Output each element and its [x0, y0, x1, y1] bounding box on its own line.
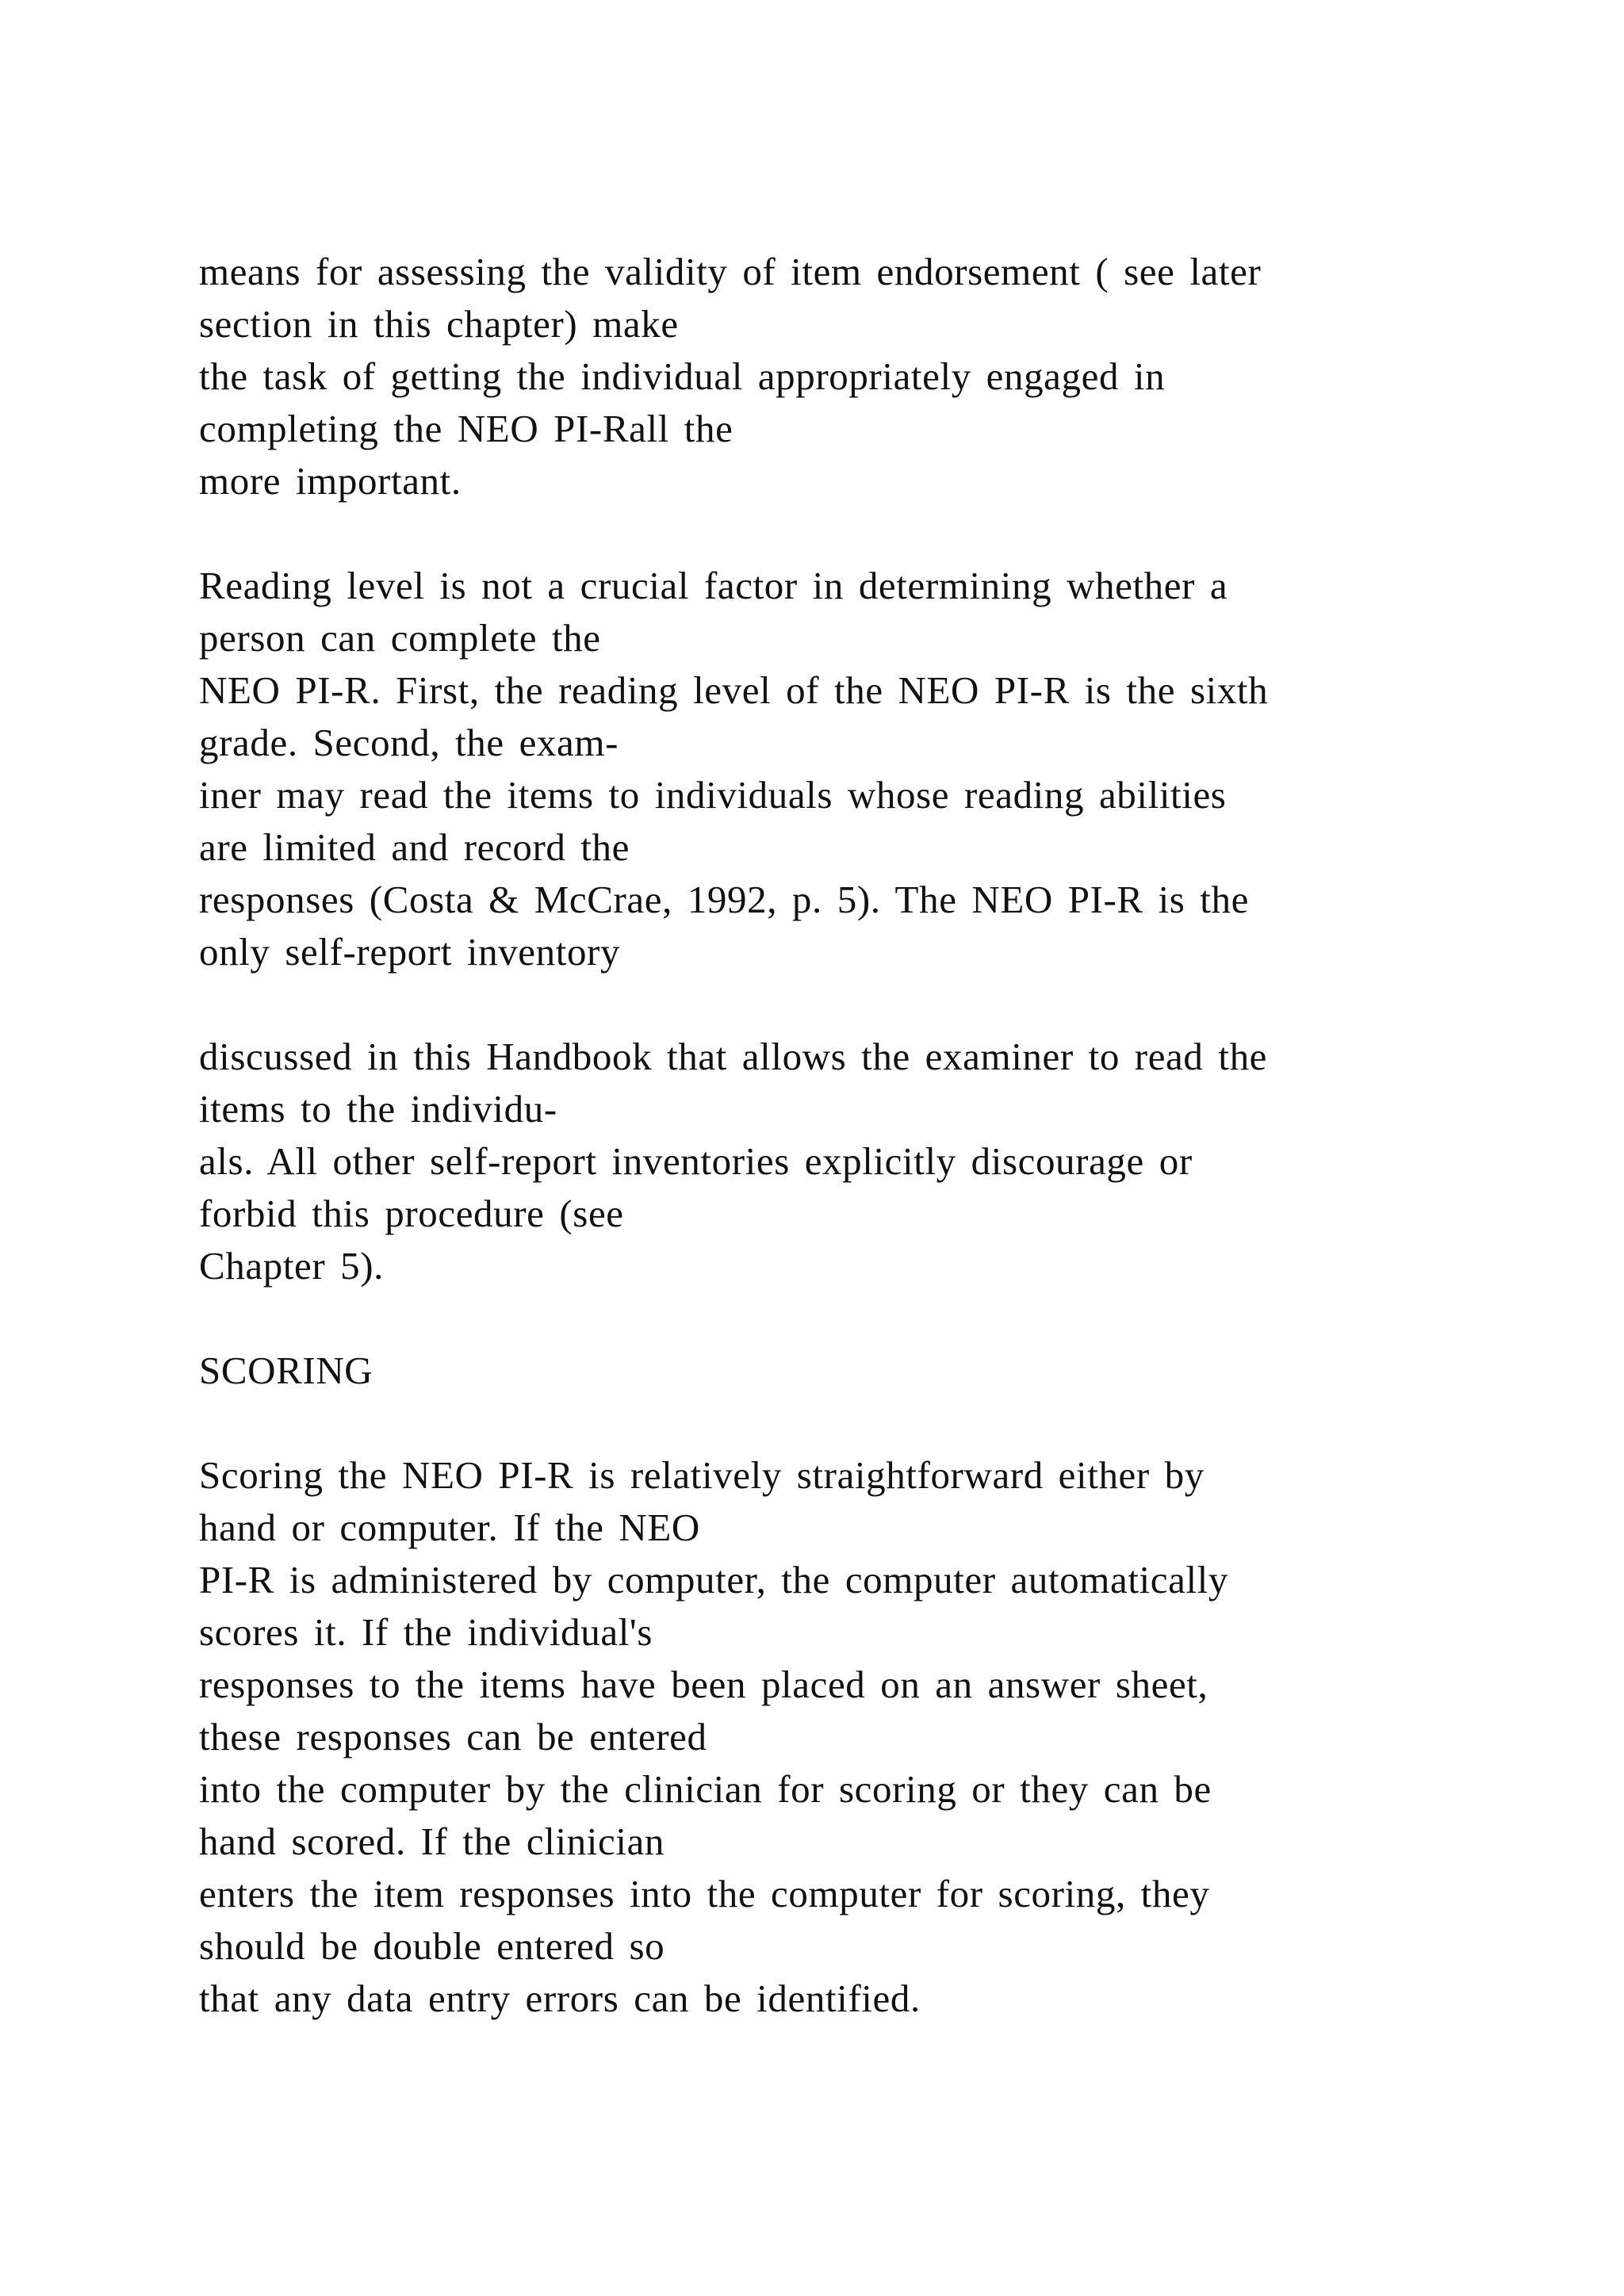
- text-line: completing the NEO PI-Rall the: [199, 407, 733, 450]
- paragraph-gap: [199, 507, 1507, 560]
- text-line: should be double entered so: [199, 1924, 665, 1968]
- text-line: enters the item responses into the computer for scoring, they: [199, 1872, 1210, 1915]
- paragraph-reading-level: [199, 560, 1507, 978]
- text-line: als. All other self-report inventories explicitly discourage or: [199, 1139, 1193, 1183]
- text-line: forbid this procedure (see: [199, 1192, 624, 1235]
- text-line: NEO PI-R. First, the reading level of the NEO PI-R is the sixth: [199, 668, 1269, 712]
- text-line: are limited and record the: [199, 825, 630, 869]
- text-line: section in this chapter) make: [199, 302, 679, 346]
- section-heading: SCORING: [199, 1349, 373, 1392]
- paragraph-handbook: [199, 1031, 1507, 1292]
- text-column: [199, 246, 1507, 2025]
- paragraph-gap: [199, 978, 1507, 1031]
- text-line: iner may read the items to individuals whose reading abilities: [199, 773, 1227, 817]
- text-line: responses (Costa & McCrae, 1992, p. 5). The NEO PI-R is the: [199, 878, 1249, 921]
- paragraph-gap: [199, 1292, 1507, 1345]
- paragraph-validity: [199, 246, 1507, 507]
- text-line: responses to the items have been placed on an answer sheet,: [199, 1663, 1208, 1706]
- text-line: grade. Second, the exam-: [199, 721, 619, 764]
- text-line: hand or computer. If the NEO: [199, 1506, 700, 1549]
- text-line: that any data entry errors can be identified.: [199, 1976, 921, 2020]
- text-line: hand scored. If the clinician: [199, 1820, 665, 1863]
- text-line: items to the individu-: [199, 1087, 557, 1131]
- text-line: scores it. If the individual's: [199, 1610, 653, 1654]
- paragraph-scoring: [199, 1449, 1507, 2025]
- text-line: the task of getting the individual appropriately engaged in: [199, 354, 1166, 398]
- paragraph-gap: [199, 1397, 1507, 1449]
- text-line: into the computer by the clinician for scoring or they can be: [199, 1767, 1212, 1811]
- text-line: these responses can be entered: [199, 1715, 707, 1758]
- text-line: Reading level is not a crucial factor in determining whether a: [199, 564, 1228, 607]
- text-line: Chapter 5).: [199, 1244, 385, 1288]
- section-heading-scoring: [199, 1345, 1507, 1397]
- text-line: Scoring the NEO PI-R is relatively straightforward either by: [199, 1453, 1205, 1497]
- text-line: person can complete the: [199, 616, 601, 660]
- text-line: discussed in this Handbook that allows the examiner to read the: [199, 1035, 1268, 1078]
- text-line: only self-report inventory: [199, 930, 621, 974]
- text-line: means for assessing the validity of item endorsement ( see later: [199, 250, 1262, 293]
- text-line: more important.: [199, 459, 462, 503]
- text-line: PI-R is administered by computer, the computer automatically: [199, 1558, 1228, 1601]
